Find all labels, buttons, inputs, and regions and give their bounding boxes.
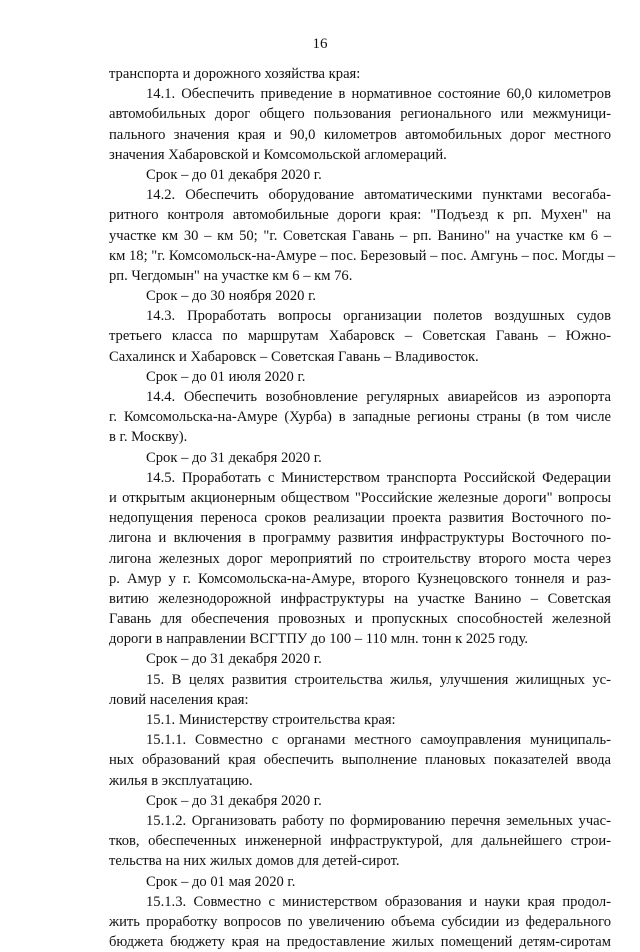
text-line: третьего класса по маршрутам Хабаровск – Советская Гавань – Южно-	[109, 328, 611, 345]
text-line: участке км 30 – км 50; "г. Советская Гавань – рп. Ванино" на участке км 6 –	[109, 227, 611, 244]
text-line: транспорта и дорожного хозяйства края:	[109, 66, 361, 82]
text-line: жить проработку вопросов по увеличению объема субсидии из федерального	[109, 913, 611, 930]
deadline-line: Срок – до 01 июля 2020 г.	[146, 368, 306, 385]
document-body	[109, 64, 615, 952]
text-line: автомобильных дорог общего пользования регионального или межмуници-	[109, 106, 611, 123]
text-line: 14.2. Обеспечить оборудование автоматическими пунктами весогаба-	[146, 187, 611, 204]
text-line: р. Амур у г. Комсомольска-на-Амуре, второго Кузнецовского тоннеля и раз-	[109, 570, 611, 587]
text-line: Гавань для обеспечения провозных и пропускных способностей железной	[109, 611, 611, 628]
text-line: 14.1. Обеспечить приведение в нормативное состояние 60,0 километров	[146, 86, 611, 103]
text-line: лигона железных дорог мероприятий по строительству второго моста через	[109, 550, 611, 567]
text-line: витию железнодорожной инфраструктуры на участке Ванино – Советская	[109, 590, 611, 607]
deadline-line: Срок – до 31 декабря 2020 г.	[146, 792, 322, 809]
deadline-line: Срок – до 01 декабря 2020 г.	[146, 166, 322, 183]
deadline-line: Срок – до 01 мая 2020 г.	[146, 873, 296, 890]
page-number: 16	[312, 36, 328, 52]
text-line: 15.1. Министерству строительства края:	[146, 712, 396, 728]
text-line: 14.4. Обеспечить возобновление регулярных авиарейсов из аэропорта	[146, 389, 611, 405]
text-line: Сахалинск и Хабаровск – Советская Гавань – Владивосток.	[109, 348, 479, 365]
text-line: тельства на них жилых домов для детей-сирот.	[109, 853, 400, 870]
text-line: ритного контроля автомобильные дороги края: "Подъезд к рп. Мухен" на	[109, 207, 611, 224]
deadline-line: Срок – до 30 ноября 2020 г.	[146, 288, 317, 305]
text-line: 15.1.2. Организовать работу по формированию перечня земельных учас-	[146, 812, 611, 829]
text-line: рп. Чегдомын" на участке км 6 – км 76.	[109, 267, 353, 284]
text-line: 14.3. Проработать вопросы организации полетов воздушных судов	[146, 308, 611, 325]
text-line: бюджета бюджету края на предоставление жилых помещений детям-сиротам	[109, 934, 611, 951]
text-line: лигона и включения в программу развития инфраструктуры Восточного по-	[109, 530, 611, 547]
text-line: и открытым акционерным обществом "Российские железные дороги" вопросы	[109, 489, 611, 506]
text-line: ных образований края обеспечить выполнение плановых показателей ввода	[109, 752, 611, 769]
text-line: дороги в направлении ВСГТПУ до 100 – 110 млн. тонн к 2025 году.	[109, 631, 529, 648]
deadline-line: Срок – до 31 декабря 2020 г.	[146, 449, 322, 466]
text-line: ловий населения края:	[109, 691, 249, 708]
text-line: жилья в эксплуатацию.	[109, 772, 253, 789]
text-line: в г. Москву).	[109, 429, 188, 446]
text-line: 15. В целях развития строительства жилья, улучшения жилищных ус-	[146, 671, 611, 688]
deadline-line: Срок – до 31 декабря 2020 г.	[146, 651, 322, 668]
text-line: 15.1.1. Совместно с органами местного самоуправления муниципаль-	[146, 732, 611, 749]
text-line: 15.1.3. Совместно с министерством образования и науки края продол-	[146, 893, 611, 910]
text-line: значения Хабаровской и Комсомольской агломераций.	[109, 146, 447, 163]
text-line: км 18; "г. Комсомольск-на-Амуре – пос. Березовый – пос. Амгунь – пос. Могды –	[109, 247, 615, 264]
text-line: тков, обеспеченных инженерной инфраструктурой, для дальнейшего строи-	[109, 833, 611, 850]
text-line: г. Комсомольска-на-Амуре (Хурба) в западные регионы страны (в том числе	[109, 409, 611, 426]
text-line: пального значения края и 90,0 километров автомобильных дорог местного	[109, 126, 611, 143]
text-line: недопущения переноса сроков реализации проекта развития Восточного по-	[109, 510, 611, 527]
text-line: 14.5. Проработать с Министерством транспорта Российской Федерации	[146, 469, 611, 486]
